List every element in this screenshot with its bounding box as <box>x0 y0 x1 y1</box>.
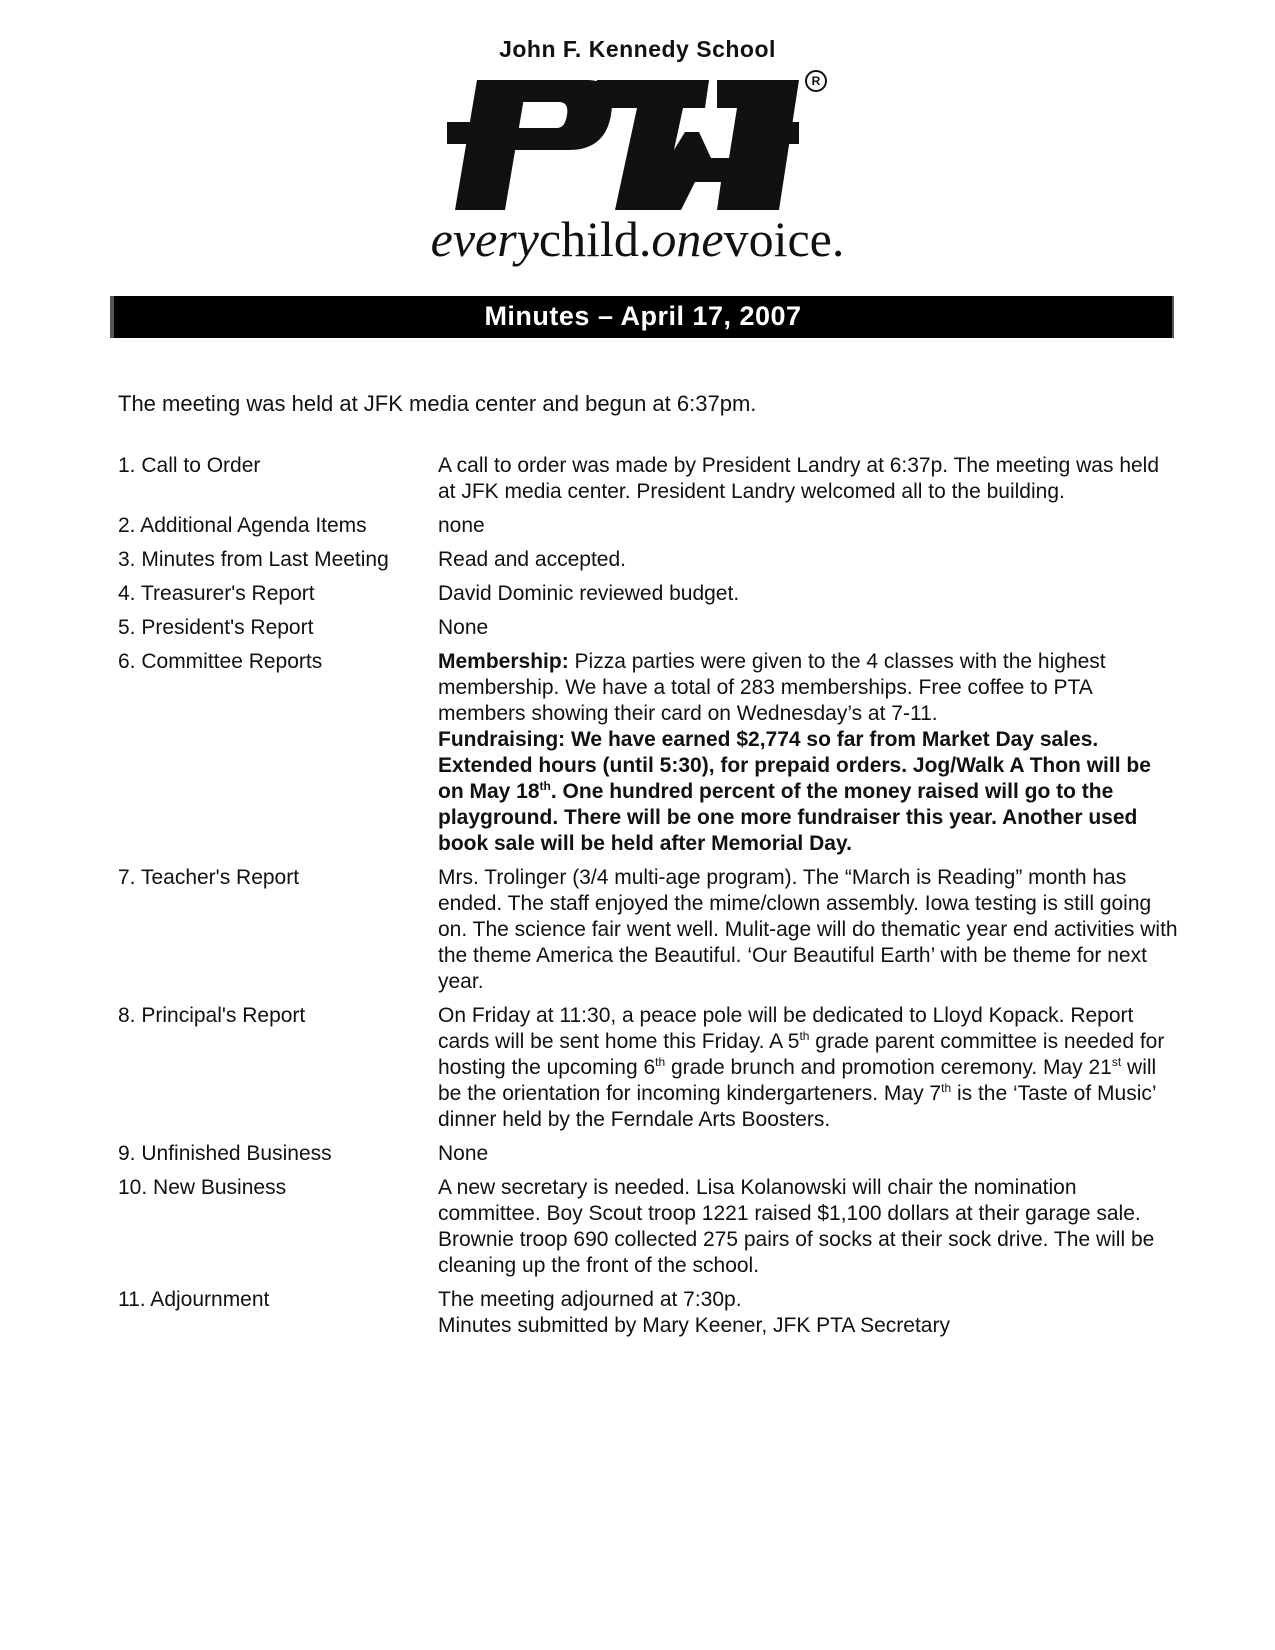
tagline-child: child. <box>538 211 652 267</box>
agenda-item-label: 2. Additional Agenda Items <box>118 514 367 537</box>
agenda-item-teacher <box>118 865 1178 995</box>
agenda-item-text: A call to order was made by President Landry at 6:37p. The meeting was held at JFK media center. President Landry welcomed all to the building. <box>438 454 1160 503</box>
agenda-item-label: 9. Unfinished Business <box>118 1142 332 1165</box>
adjournment-text: The meeting adjourned at 7:30p. <box>438 1288 742 1311</box>
fundraising-text: . One hundred percent of the money raised will go to the playground. There will be one more fundraiser this year. Another used book sale will be held after Memorial Day. <box>438 780 1138 855</box>
tagline-one: one <box>651 211 724 267</box>
tagline-voice: voice. <box>723 211 845 267</box>
agenda-item-label: 1. Call to Order <box>118 454 261 477</box>
superscript: st <box>1111 1055 1122 1069</box>
agenda-item-text: None <box>438 616 489 639</box>
agenda-item-minutes <box>118 547 1178 573</box>
superscript: th <box>941 1081 952 1095</box>
agenda-list <box>118 453 1178 1347</box>
superscript: th <box>655 1055 666 1069</box>
agenda-item-text: None <box>438 1142 489 1165</box>
membership-heading: Membership: <box>438 650 569 673</box>
principal-text: grade brunch and promotion ceremony. May 21 <box>665 1056 1112 1079</box>
agenda-item-principal <box>118 1003 1178 1133</box>
school-name: John F. Kennedy School <box>499 36 776 62</box>
agenda-item-text: David Dominic reviewed budget. <box>438 582 740 605</box>
agenda-item-label: 3. Minutes from Last Meeting <box>118 548 389 571</box>
agenda-item-label: 7. Teacher's Report <box>118 866 300 889</box>
fundraising-text: Fundraising: We have earned $2,774 so far from Market Day sales. Extended hours (until 5:30), for prepaid orders. Jog/Walk A Thon will be on May 18 <box>438 728 1151 803</box>
pta-logo-graphic <box>447 70 807 220</box>
principal-text: grade parent committee is needed for hosting the upcoming 6 <box>438 1030 1165 1079</box>
agenda-item-call-to-order <box>118 453 1178 505</box>
agenda-item-label: 4. Treasurer's Report <box>118 582 315 605</box>
page-title: Minutes – April 17, 2007 <box>484 301 802 331</box>
tagline-every: every <box>430 211 539 267</box>
agenda-item-text: none <box>438 514 485 537</box>
agenda-item-unfinished <box>118 1141 1178 1167</box>
fundraising-paragraph <box>438 727 1178 857</box>
agenda-item-text <box>438 649 1178 857</box>
intro-text: The meeting was held at JFK media center and begun at 6:37pm. <box>118 391 757 416</box>
agenda-item-new-business <box>118 1175 1178 1279</box>
agenda-item-president <box>118 615 1178 641</box>
membership-paragraph <box>438 649 1178 727</box>
registered-icon: R <box>805 70 827 92</box>
agenda-item-label: 11. Adjournment <box>118 1288 270 1311</box>
agenda-item-label: 8. Principal's Report <box>118 1004 306 1027</box>
superscript: th <box>799 1029 810 1043</box>
agenda-item-label: 5. President's Report <box>118 616 314 639</box>
agenda-item-text: A new secretary is needed. Lisa Kolanowski will chair the nomination committee. Boy Scout troop 1221 raised $1,100 dollars at their garage sale. Brownie troop 690 collected 275 pairs of socks at their sock drive. The will be cleaning up the front of the school. <box>438 1176 1155 1277</box>
agenda-item-treasurer <box>118 581 1178 607</box>
agenda-item-label: 6. Committee Reports <box>118 650 323 673</box>
tagline <box>0 210 1275 268</box>
agenda-item-additional-items <box>118 513 1178 539</box>
agenda-item-text <box>438 1003 1178 1133</box>
principal-text: is the ‘Taste of Music’ dinner held by the Ferndale Arts Boosters. <box>438 1082 1156 1131</box>
title-bar <box>110 296 1174 338</box>
agenda-item-committee <box>118 649 1178 857</box>
membership-text: Pizza parties were given to the 4 classes with the highest membership. We have a total of 283 memberships. Free coffee to PTA members showing their card on Wednesday’s at 7-11. <box>438 650 1106 725</box>
agenda-item-text: Mrs. Trolinger (3/4 multi-age program). The “March is Reading” month has ended. The staff enjoyed the mime/clown assembly. Iowa testing is still going on. The science fair went well. Mulit-age will do thematic year end activities with the theme America the Beautiful. ‘Our Beautiful Earth’ with be theme for next year. <box>438 866 1178 993</box>
agenda-item-adjournment <box>118 1287 1178 1339</box>
pta-logo-mark <box>447 70 807 220</box>
principal-text: will be the orientation for incoming kindergarteners. May 7 <box>438 1056 1157 1105</box>
agenda-item-text <box>438 1287 1178 1339</box>
agenda-item-text: Read and accepted. <box>438 548 626 571</box>
signature-line: Minutes submitted by Mary Keener, JFK PTA Secretary <box>438 1314 950 1337</box>
pta-logo <box>0 30 1275 275</box>
principal-text: On Friday at 11:30, a peace pole will be dedicated to Lloyd Kopack. Report cards will be sent home this Friday. A 5 <box>438 1004 1134 1053</box>
agenda-item-label: 10. New Business <box>118 1176 287 1199</box>
superscript: th <box>539 779 551 793</box>
